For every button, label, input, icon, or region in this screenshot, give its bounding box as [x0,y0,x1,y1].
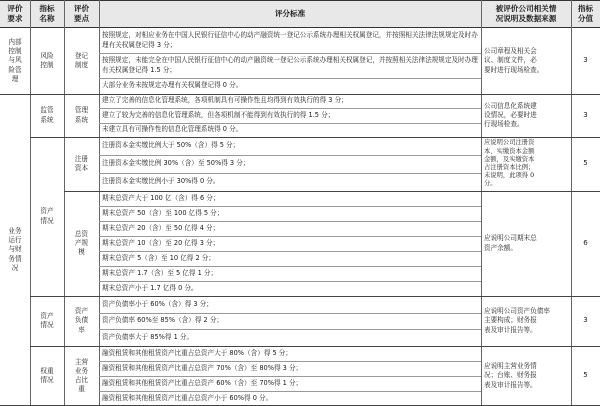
grid-hline [99,53,481,54]
grid-hline [99,251,481,252]
standard-row: 建立了完善的信息化管理系统，各项机制具有可操作性且均得到有效执行的得 3 分； [102,96,348,105]
grid-hline [99,221,481,222]
standard-row: 注册资本金实缴比例 30%（含）至 50%得 3 分； [102,159,250,168]
point-main-biz: 主营 业务 占比 重 [74,357,89,394]
grid-hline [99,236,481,237]
grid-hline [99,266,481,267]
item-asset-q: 资产 情况 [40,311,54,329]
header-explain: 被评价公司相关情 况说明及数据来源 [481,0,571,28]
score-mgmt: 3 [583,110,588,119]
score-scale: 6 [583,238,588,247]
item-assets: 资产 情况 [40,207,54,225]
standard-row: 资产负债率大于 85%得 1 分。 [102,332,194,341]
grid-hline [99,108,481,109]
standard-row: 注册资本金实缴比例小于 30%得 0 分。 [102,177,220,186]
grid-hline [99,123,481,124]
standard-row: 期末总资产小于 1.7 亿得 0 分。 [102,283,198,292]
score-main-biz: 5 [583,371,588,380]
point-debt: 资产 负债 率 [74,307,89,334]
grid-hline [99,391,481,392]
grid-hline [64,191,600,192]
section-internal: 内部 控制 与风 险管 理 [8,38,22,83]
standard-row: 期末总资产 1.7（含）至 5 亿得 1 分； [102,268,218,277]
grid-hline [99,78,481,79]
grid-hline [30,346,600,347]
standard-row: 期末总资产 5（含）至 10 亿得 2 分； [102,253,215,262]
standard-row: 期末总资产 10（含）至 20 亿得 3 分； [102,238,220,247]
point-reg: 登记 制度 [74,51,89,69]
standard-row: 建立了较为完善的信息化管理系统，但各项机制不能得到有效执行的得 1.5 分； [102,110,335,119]
standard-row: 融资租赁和其他租赁资产比重占总资产小于 60%得 0 分。 [102,393,273,402]
grid-hline [0,94,600,95]
standard-row: 期末总资产大于 100 亿（含）得 6 分； [102,193,220,202]
standard-row: 大部分业务未按规定办理有关权属登记得 0 分。 [102,81,243,90]
standard-row: 期末总资产 50（含）至 100 亿得 5 分； [102,208,224,217]
explain-capital: 应说明公司注册资 本、实缴资本金额 金额，及实缴资本 占注册资本比例； 未说明，此项得 0 分。 [484,139,535,188]
standard-row: 资产负债率小于 60%（含）得 3 分； [102,299,213,308]
explain-debt: 应说明公司资产负债率 主要构成；财务报 表及审计报告等。 [484,307,550,334]
grid-hline [99,173,481,174]
score-debt: 3 [583,316,588,325]
header-score: 指标 分值 [571,0,600,28]
point-mgmt-sys: 管理 系统 [74,106,89,124]
grid-hline [99,281,481,282]
grid-hline [99,329,481,330]
explain-scale: 应说明公司期末总 资产余额。 [484,234,537,252]
point-capital: 注册 资本 [74,154,89,172]
standard-row: 资产负债率 60%至 85%（含）得 2 分； [102,316,224,325]
header-req: 评价 要求 [0,0,30,28]
header-standard: 评分标准 [99,0,481,28]
grid-hline [99,206,481,207]
grid-hline [99,376,481,377]
grid-hline [99,361,481,362]
item-mgmt: 监管 系统 [40,106,54,124]
grid-hline [30,137,600,138]
standard-row: 按照规定，对相应业务在中国人民银行征信中心的动产融资统一登记公示系统办理相关权属登记，并按照相关法律法规规定及时办理有关权属登记得 3 分； [102,31,478,49]
score-reg: 3 [583,56,588,65]
grid-hline [30,296,600,297]
point-scale: 总资 产规 模 [74,229,89,257]
header-point: 评价 要点 [64,0,99,28]
standard-row: 期末总资产 20（含）至 50 亿得 4 分； [102,223,220,232]
standard-row: 融资租赁和其他租赁资产比重占总资产 70%（含）至 80%得 3 分； [102,363,303,372]
standard-row: 注册资本金实缴比例大于 50%（含）得 5 分； [102,141,240,150]
grid-hline [99,313,481,314]
standard-row: 融资租赁和其他租赁资产比重占总资产 60%（含）至 70%得 1 分； [102,378,303,387]
section-business: 业务 运行 与财 务情 况 [8,227,22,272]
explain-reg: 公司章程及相关会 议、制度文件，必 要时进行现场检查。 [484,47,544,74]
header-item: 指标 名称 [30,0,64,28]
item-weight: 权重 情况 [40,366,54,384]
grid-hline [99,155,481,156]
item-risk: 风险 控制 [40,51,54,69]
standard-row: 融资租赁和其他租赁资产比重占总资产大于 80%（含）得 5 分； [102,348,292,357]
score-capital: 5 [583,159,588,168]
standard-row: 未建立具有可操作性的信息化管理系统得 0 分。 [102,125,243,134]
standard-row: 按照规定，未能完全在中国人民银行征信中心的动产融资统一登记公示系统办理相关权属登记，并按照相关法律法规规定及时办理有关权属登记得 1.5 分； [102,56,478,74]
explain-main-biz: 应说明主营业务情 况；台账、财务报 表及审计报告等。 [484,362,537,389]
explain-mgmt: 公司信息化系统建 设情况，必要时进 行现场检查。 [484,101,537,129]
